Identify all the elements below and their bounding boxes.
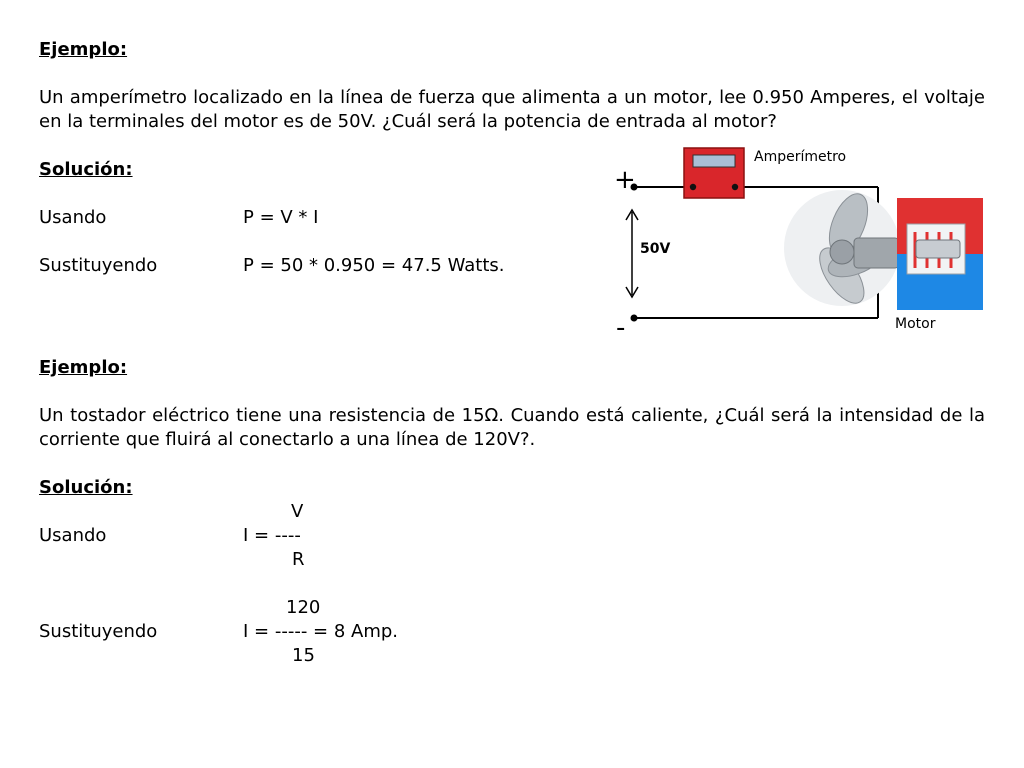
motor-icon: [784, 188, 983, 310]
minus-terminal-dot: [631, 315, 638, 322]
example1-solution-heading: Solución:: [39, 159, 133, 180]
example1-problem: Un amperímetro localizado en la línea de fuerza que alimenta a un motor, lee 0.950 Amperes, el voltaje en la terminales del motor es de 50V. ¿Cuál será la potencia de entrada al motor?: [39, 87, 985, 132]
example2-using-formula: I = ----: [243, 525, 301, 546]
example2-using-label: Usando: [39, 525, 107, 546]
example2-substitution-formula: I = ----- = 8 Amp.: [243, 621, 399, 642]
example2-heading: Ejemplo:: [39, 357, 128, 378]
example2-problem: Un tostador eléctrico tiene una resistencia de 15Ω. Cuando está caliente, ¿Cuál será la intensidad de la corriente que fluirá al conectarlo a una línea de 120V?.: [39, 405, 985, 450]
example2-using-denominator: R: [292, 549, 305, 570]
circuit-drawing: [610, 140, 1000, 340]
example1-using-label: Usando: [39, 207, 107, 228]
example2-substitution-denominator: 15: [292, 645, 315, 666]
example2-solution-heading: Solución:: [39, 477, 133, 498]
example1-substitution-label: Sustituyendo: [39, 255, 158, 276]
ammeter-icon: [684, 148, 744, 198]
ammeter-label: Amperímetro: [754, 149, 847, 165]
example2-using-numerator: V: [291, 501, 304, 522]
example1-substitution-formula: P = 50 * 0.950 = 47.5 Watts.: [243, 255, 505, 276]
example1-using-formula: P = V * I: [243, 207, 319, 228]
voltage-label: 50V: [640, 241, 671, 257]
example2-substitution-numerator: 120: [286, 597, 321, 618]
example1-heading: Ejemplo:: [39, 39, 128, 60]
example2-substitution-label: Sustituyendo: [39, 621, 158, 642]
circuit-diagram: [610, 140, 1000, 343]
plus-sign: +: [614, 165, 636, 195]
motor-label: Motor: [895, 316, 936, 332]
minus-sign: -: [616, 313, 626, 343]
